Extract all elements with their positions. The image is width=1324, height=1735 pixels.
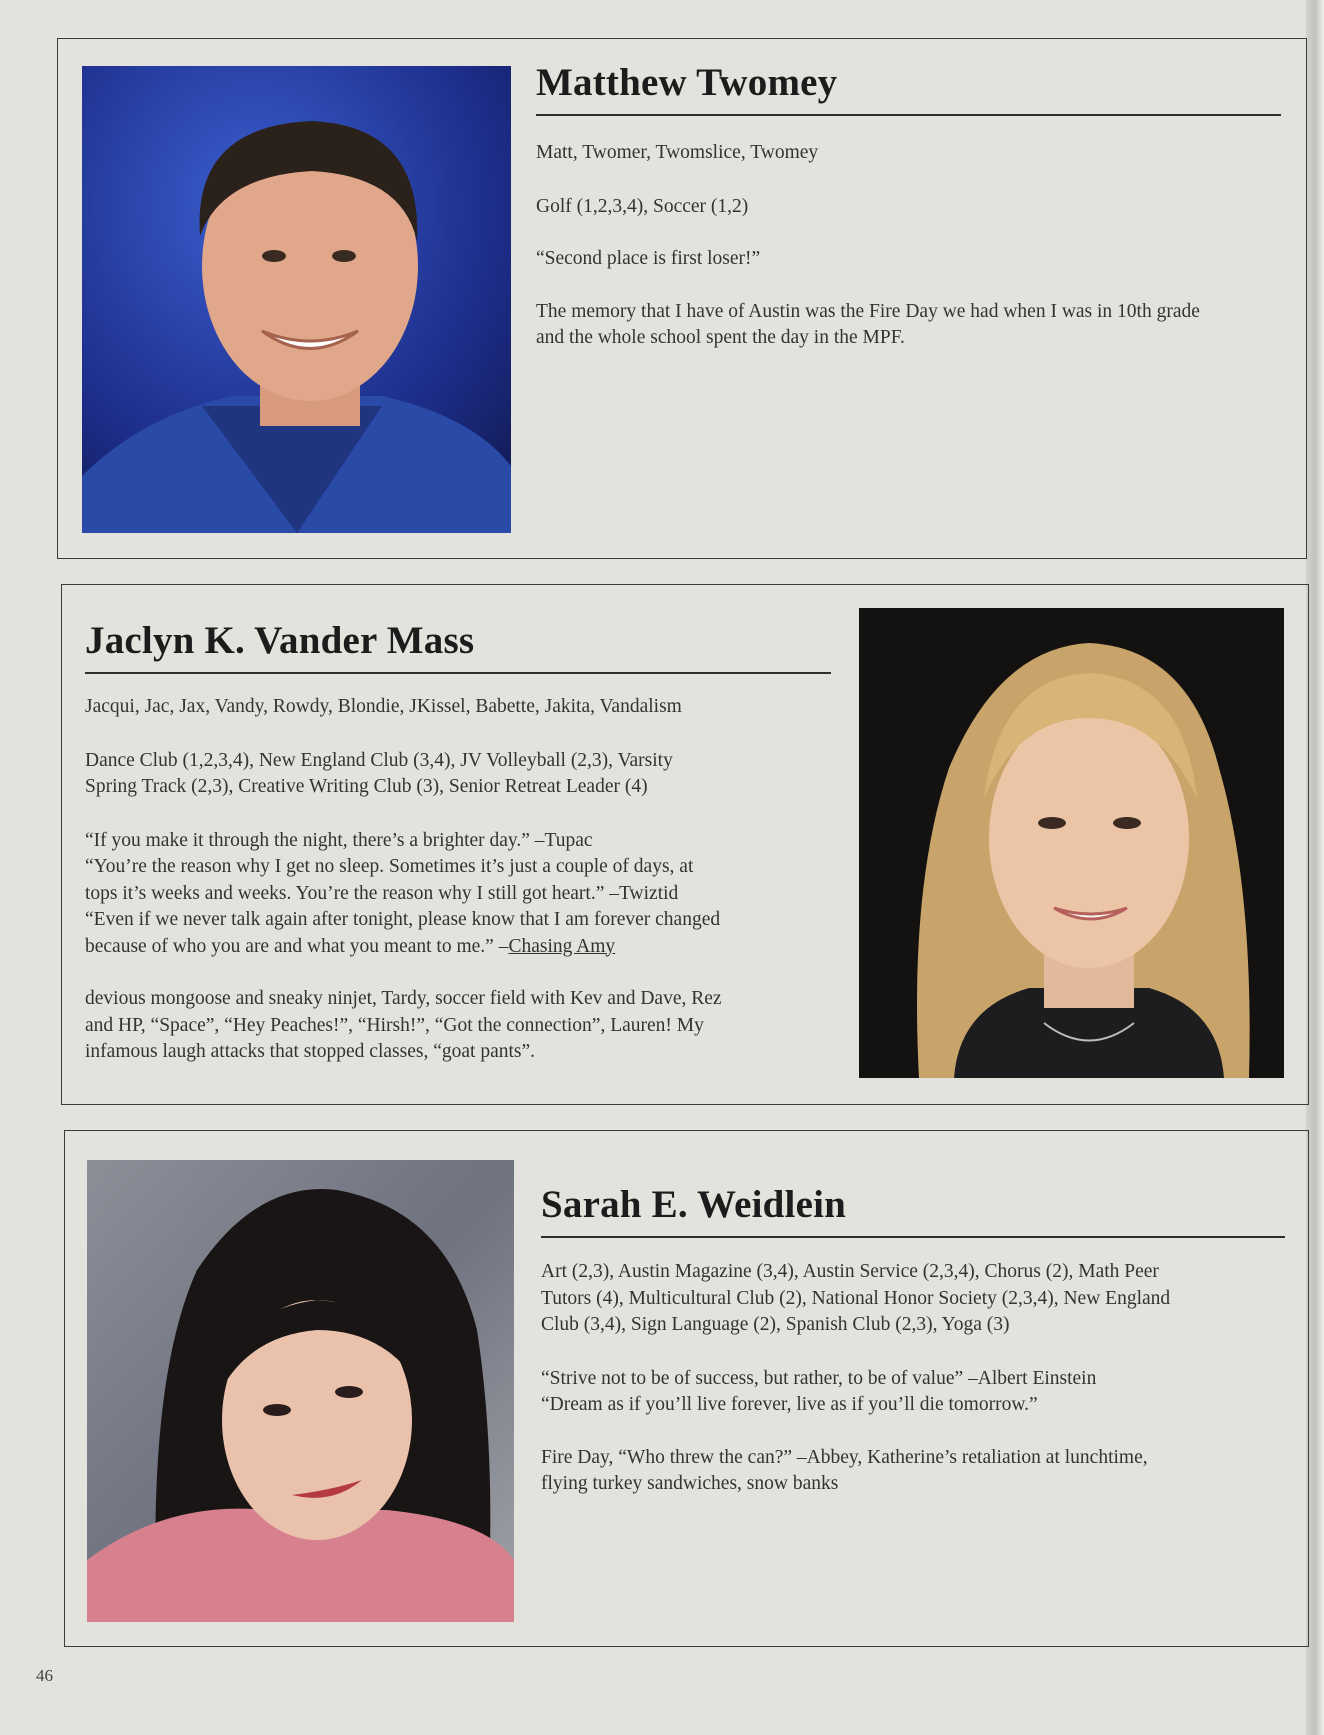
page-number: 46 bbox=[36, 1666, 53, 1685]
quote-line bbox=[85, 934, 831, 961]
student-name: Jaclyn K. Vander Mass bbox=[85, 619, 475, 662]
activities-line: Tutors (4), Multicultural Club (2), National Honor Society (2,3,4), New England bbox=[541, 1287, 1171, 1309]
quote-line: tops it’s weeks and weeks. You’re the reason why I still got heart.” –Twiztid bbox=[85, 882, 679, 904]
memory-line: Fire Day, “Who threw the can?” –Abbey, Katherine’s retaliation at lunchtime, bbox=[541, 1446, 1148, 1468]
quote-text: because of who you are and what you meant to me.” – bbox=[85, 935, 509, 957]
activities: Golf (1,2,3,4), Soccer (1,2) bbox=[536, 195, 749, 217]
quote-line: “If you make it through the night, there’s a brighter day.” –Tupac bbox=[85, 829, 593, 851]
quote-source-title: Chasing Amy bbox=[508, 935, 616, 957]
text-sarah bbox=[541, 1185, 1285, 1498]
name-underline bbox=[536, 114, 1281, 116]
quote-line: “Strive not to be of success, but rather, to be of value” –Albert Einstein bbox=[541, 1367, 1097, 1389]
student-name: Matthew Twomey bbox=[536, 61, 838, 104]
portrait-photo-sarah bbox=[87, 1160, 514, 1622]
text-matthew bbox=[536, 63, 1281, 352]
quote-line: “Dream as if you’ll live forever, live as if you’ll die tomorrow.” bbox=[541, 1394, 1038, 1415]
quote-line: “You’re the reason why I get no sleep. Sometimes it’s just a couple of days, at bbox=[85, 856, 694, 877]
memory bbox=[536, 299, 1281, 352]
student-name: Sarah E. Weidlein bbox=[541, 1183, 847, 1226]
senior-quotes bbox=[85, 828, 831, 961]
nicknames: Matt, Twomer, Twomslice, Twomey bbox=[536, 142, 819, 163]
memory bbox=[541, 1445, 1285, 1498]
nicknames: Jacqui, Jac, Jax, Vandy, Rowdy, Blondie, JKissel, Babette, Jakita, Vandalism bbox=[85, 696, 682, 717]
senior-quote: “Second place is first loser!” bbox=[536, 248, 761, 269]
activities bbox=[541, 1259, 1285, 1339]
memory-line: and HP, “Space”, “Hey Peaches!”, “Hirsh!”, “Got the connection”, Lauren! My bbox=[85, 1014, 704, 1036]
senior-quotes bbox=[541, 1366, 1285, 1419]
activities-line: Spring Track (2,3), Creative Writing Club (3), Senior Retreat Leader (4) bbox=[85, 776, 648, 797]
memory bbox=[85, 986, 831, 1066]
memory-line: flying turkey sandwiches, snow banks bbox=[541, 1473, 839, 1494]
activities-line: Club (3,4), Sign Language (2), Spanish Club (2,3), Yoga (3) bbox=[541, 1314, 1010, 1335]
activities-line: Dance Club (1,2,3,4), New England Club (3,4), JV Volleyball (2,3), Varsity bbox=[85, 749, 673, 771]
text-jaclyn bbox=[85, 621, 831, 1066]
name-underline bbox=[85, 672, 831, 674]
memory-line: and the whole school spent the day in the MPF. bbox=[536, 327, 905, 348]
portrait-photo-jaclyn bbox=[859, 608, 1284, 1078]
memory-line: The memory that I have of Austin was the Fire Day we had when I was in 10th grade bbox=[536, 300, 1200, 322]
name-underline bbox=[541, 1236, 1285, 1238]
activities-line: Art (2,3), Austin Magazine (3,4), Austin Service (2,3,4), Chorus (2), Math Peer bbox=[541, 1261, 1159, 1282]
memory-line: devious mongoose and sneaky ninjet, Tardy, soccer field with Kev and Dave, Rez bbox=[85, 988, 722, 1009]
memory-line: infamous laugh attacks that stopped classes, “goat pants”. bbox=[85, 1041, 536, 1062]
portrait-photo-matthew bbox=[82, 66, 511, 533]
quote-line: “Even if we never talk again after tonight, please know that I am forever changed bbox=[85, 909, 721, 930]
activities bbox=[85, 748, 831, 801]
